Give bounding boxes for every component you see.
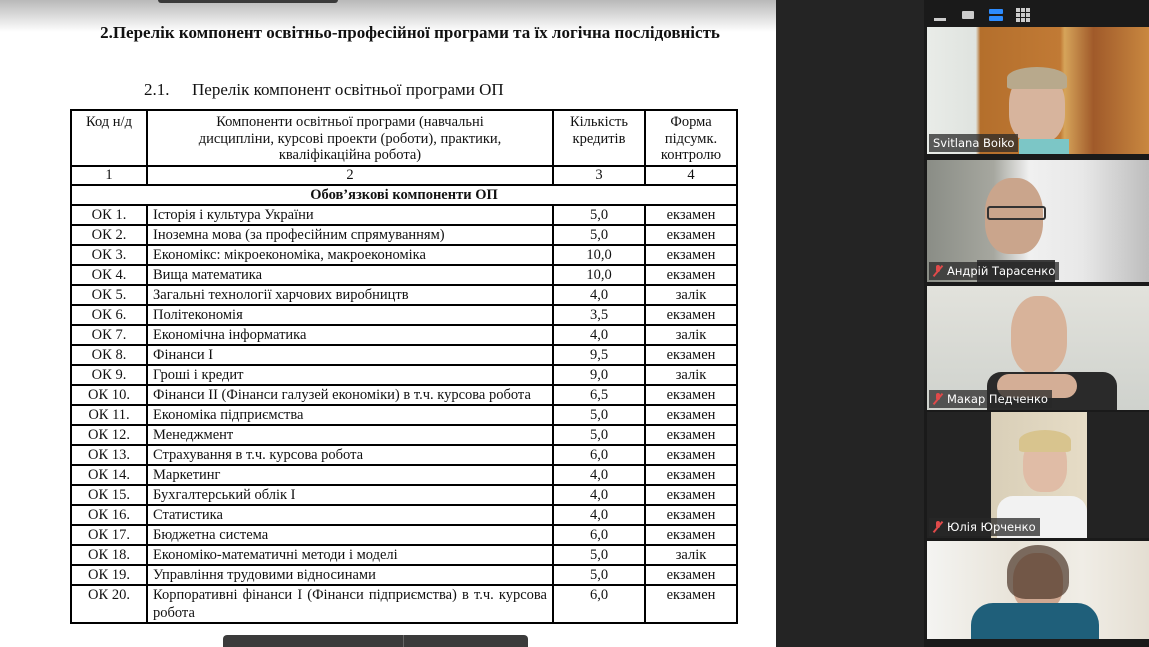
index-cell: 4 (645, 166, 737, 185)
table-row (71, 445, 737, 465)
row-credits: 4,0 (553, 485, 645, 505)
participant-hair (1019, 430, 1071, 452)
gallery-view-icon[interactable] (1016, 8, 1030, 22)
panel-gap (776, 0, 924, 647)
subheading-number: 2.1. (144, 80, 170, 99)
row-name: Загальні технології харчових виробництв (147, 285, 553, 305)
table-row (71, 245, 737, 265)
row-code: ОК 12. (71, 425, 147, 445)
table-row (71, 325, 737, 345)
speaker-view-icon[interactable] (988, 8, 1004, 22)
row-form: екзамен (645, 205, 737, 225)
document-subheading (144, 80, 504, 100)
row-name: Економічна інформатика (147, 325, 553, 345)
row-name: Фінанси I (147, 345, 553, 365)
row-code: ОК 9. (71, 365, 147, 385)
section-title: Обов’язкові компоненти ОП (71, 185, 737, 205)
row-code: ОК 15. (71, 485, 147, 505)
section-row (71, 185, 737, 205)
row-credits: 6,5 (553, 385, 645, 405)
participant-clothing (1019, 139, 1069, 154)
row-credits: 4,0 (553, 325, 645, 345)
row-code: ОК 1. (71, 205, 147, 225)
row-code: ОК 4. (71, 265, 147, 285)
table-row (71, 305, 737, 325)
row-form: екзамен (645, 505, 737, 525)
glasses (987, 206, 1046, 220)
index-cell: 2 (147, 166, 553, 185)
row-credits: 5,0 (553, 565, 645, 585)
row-name: Історія і культура України (147, 205, 553, 225)
table-row (71, 225, 737, 245)
row-form: екзамен (645, 465, 737, 485)
row-code: ОК 11. (71, 405, 147, 425)
row-form: залік (645, 365, 737, 385)
row-code: ОК 2. (71, 225, 147, 245)
row-credits: 6,0 (553, 525, 645, 545)
row-name: Бюджетна система (147, 525, 553, 545)
index-cell: 1 (71, 166, 147, 185)
table-row (71, 545, 737, 565)
row-form: екзамен (645, 565, 737, 585)
row-credits: 5,0 (553, 205, 645, 225)
table-row (71, 365, 737, 385)
row-code: ОК 17. (71, 525, 147, 545)
row-credits: 5,0 (553, 225, 645, 245)
row-credits: 5,0 (553, 545, 645, 565)
row-name: Страхування в т.ч. курсова робота (147, 445, 553, 465)
row-credits: 10,0 (553, 265, 645, 285)
row-credits: 9,0 (553, 365, 645, 385)
table-row (71, 345, 737, 365)
row-form: екзамен (645, 525, 737, 545)
header-credits: Кількість кредитів (553, 110, 645, 166)
row-form: екзамен (645, 485, 737, 505)
subheading-text: Перелік компонент освітньої програми ОП (192, 80, 504, 99)
table-row (71, 405, 737, 425)
row-form: залік (645, 545, 737, 565)
row-name: Гроші і кредит (147, 365, 553, 385)
row-form: екзамен (645, 405, 737, 425)
row-form: екзамен (645, 265, 737, 285)
row-code: ОК 7. (71, 325, 147, 345)
row-form: екзамен (645, 245, 737, 265)
participant-name-tag (929, 518, 1040, 536)
row-form: екзамен (645, 585, 737, 623)
row-credits: 4,0 (553, 505, 645, 525)
row-code: ОК 13. (71, 445, 147, 465)
share-bottom-toolbar[interactable] (223, 635, 528, 647)
participant-name-tag (929, 390, 1052, 408)
row-credits: 5,0 (553, 425, 645, 445)
table-row (71, 425, 737, 445)
row-name: Бухгалтерський облік I (147, 485, 553, 505)
row-code: ОК 20. (71, 585, 147, 623)
row-credits: 9,5 (553, 345, 645, 365)
table-row (71, 385, 737, 405)
table-row (71, 485, 737, 505)
toolbar-divider (403, 635, 404, 647)
row-credits: 5,0 (553, 405, 645, 425)
row-credits: 3,5 (553, 305, 645, 325)
row-credits: 6,0 (553, 445, 645, 465)
participant-clothing (971, 603, 1099, 639)
row-code: ОК 10. (71, 385, 147, 405)
participant-tile[interactable] (927, 541, 1149, 639)
row-form: залік (645, 325, 737, 345)
row-name: Управління трудовими відносинами (147, 565, 553, 585)
row-name: Корпоративні фінанси I (Фінанси підприємства) в т.ч. курсова робота (147, 585, 553, 623)
row-code: ОК 6. (71, 305, 147, 325)
row-name: Економіко-математичні методи і моделі (147, 545, 553, 565)
row-credits: 6,0 (553, 585, 645, 623)
components-table (70, 109, 738, 624)
row-name: Фінанси II (Фінанси галузей економіки) в т.ч. курсова робота (147, 385, 553, 405)
table-row (71, 465, 737, 485)
table-row (71, 565, 737, 585)
row-form: екзамен (645, 345, 737, 365)
row-credits: 10,0 (553, 245, 645, 265)
row-name: Маркетинг (147, 465, 553, 485)
participant-name: Макар Педченко (947, 392, 1048, 406)
row-form: екзамен (645, 305, 737, 325)
table-row (71, 525, 737, 545)
document-heading: 2.Перелік компонент освітньо-професійної програми та їх логічна послідовність (100, 23, 720, 42)
participant-name: Юлія Юрченко (947, 520, 1036, 534)
restore-icon[interactable] (960, 8, 976, 22)
row-form: екзамен (645, 385, 737, 405)
row-code: ОК 16. (71, 505, 147, 525)
participant-name: Андрій Тарасенко (947, 264, 1056, 278)
participant-tile[interactable] (927, 286, 1149, 410)
participant-name-tag (929, 262, 1059, 280)
row-name: Вища математика (147, 265, 553, 285)
row-name: Економіка підприємства (147, 405, 553, 425)
table-header-row (71, 110, 737, 166)
participant-hair (1007, 67, 1067, 89)
participant-tile[interactable] (927, 412, 1149, 538)
participant-face (1011, 296, 1067, 374)
row-name: Менеджмент (147, 425, 553, 445)
mic-muted-icon (933, 265, 943, 277)
table-row (71, 205, 737, 225)
row-name: Статистика (147, 505, 553, 525)
row-form: екзамен (645, 445, 737, 465)
participant-name-tag (929, 134, 1018, 152)
minimize-icon[interactable] (932, 8, 948, 22)
mic-muted-icon (933, 393, 943, 405)
row-code: ОК 18. (71, 545, 147, 565)
view-controls (932, 6, 1030, 24)
row-code: ОК 8. (71, 345, 147, 365)
video-panel (924, 0, 1149, 647)
row-name: Іноземна мова (за професійним спрямуванням) (147, 225, 553, 245)
row-code: ОК 14. (71, 465, 147, 485)
row-form: екзамен (645, 425, 737, 445)
table-row (71, 265, 737, 285)
row-credits: 4,0 (553, 285, 645, 305)
table-row (71, 285, 737, 305)
index-row (71, 166, 737, 185)
share-toolbar-handle[interactable] (158, 0, 338, 3)
row-form: залік (645, 285, 737, 305)
row-form: екзамен (645, 225, 737, 245)
participant-name: Svitlana Boiko (933, 136, 1015, 150)
participant-tile[interactable] (927, 160, 1149, 282)
header-form: Форма підсумк. контролю (645, 110, 737, 166)
row-code: ОК 5. (71, 285, 147, 305)
row-name: Політекономія (147, 305, 553, 325)
index-cell: 3 (553, 166, 645, 185)
participant-tile[interactable] (927, 27, 1149, 154)
row-name: Економікс: мікроекономіка, макроекономіка (147, 245, 553, 265)
row-code: ОК 3. (71, 245, 147, 265)
header-code: Код н/д (71, 110, 147, 166)
table-row (71, 505, 737, 525)
row-credits: 4,0 (553, 465, 645, 485)
participant-hair (1007, 545, 1069, 599)
header-name: Компоненти освітньої програми (навчальні дисципліни, курсові проекти (роботи), практики, кваліфікаційна робота) (147, 110, 553, 166)
row-code: ОК 19. (71, 565, 147, 585)
table-row (71, 585, 737, 623)
mic-muted-icon (933, 521, 943, 533)
